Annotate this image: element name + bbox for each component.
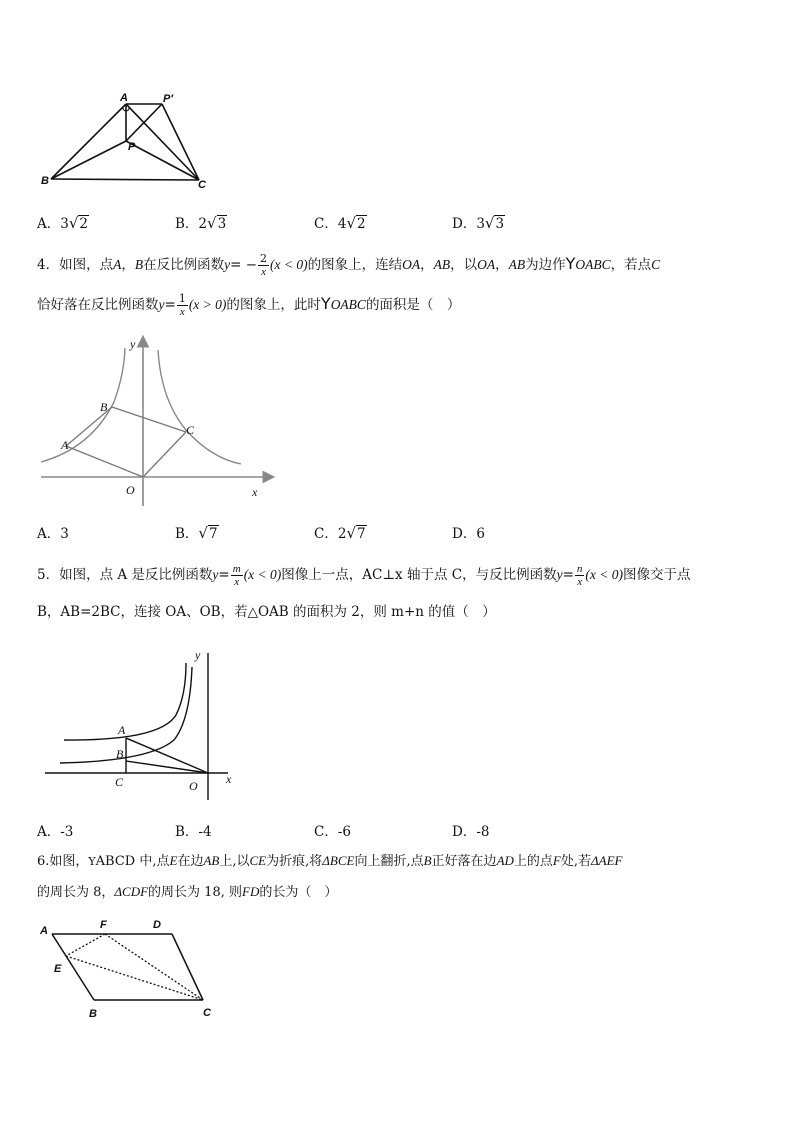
q6-label-A: A — [40, 925, 48, 937]
q6-label-D: D — [153, 919, 161, 931]
q3-figure — [36, 88, 216, 196]
q4-options — [37, 522, 757, 546]
q3-option-b[interactable]: B．2√3 — [175, 214, 227, 232]
q3-option-d[interactable]: D．3√3 — [452, 214, 505, 232]
q6-label-B: B — [89, 1008, 97, 1020]
q5-label-B: B — [116, 747, 124, 761]
q5-options — [37, 820, 757, 844]
q5-option-b[interactable]: B．-4 — [175, 824, 212, 840]
q4-label-y: y — [130, 337, 136, 351]
q4-label-C: C — [186, 423, 195, 437]
q5-stem-line1: 5．如图，点 A 是反比例函数y= $\frac{m}{x}$ (x < 0)图像上一点，AC⊥x 轴于点 C，与反比例函数y= $\frac{n}{x}$ (x < 0)图像交于点 — [37, 563, 691, 588]
q5-label-A: A — [118, 723, 126, 737]
q4-label-A: A — [61, 438, 69, 452]
q6-stem-line1: 6.如图，YABCD 中,点E在边AB上,以CE为折痕,将ΔBCE向上翻折,点B正好落在边AD上的点F处,若ΔAEF — [37, 853, 623, 869]
q5-fraction-1: $\frac{m}{x}$ — [232, 563, 241, 588]
q3-label-A: A — [120, 92, 128, 104]
q4-figure — [36, 330, 286, 510]
q4-label-x: x — [252, 485, 258, 499]
q5-label-x: x — [226, 772, 232, 786]
q6-label-F: F — [100, 919, 107, 931]
q4-option-c[interactable]: C．2√7 — [314, 524, 366, 542]
q6-stem-line2: 的周长为 8，ΔCDF的周长为 18, 则FD的长为（ ） — [37, 884, 338, 900]
q4-option-d[interactable]: D．6 — [452, 526, 485, 542]
q5-option-d[interactable]: D．-8 — [452, 824, 490, 840]
q3-label-P: P — [128, 141, 136, 153]
q6-figure — [34, 912, 234, 1027]
q4-option-b[interactable]: B．√7 — [175, 524, 218, 542]
parallelogram-symbol: Y — [320, 294, 331, 313]
q6-label-E: E — [54, 963, 62, 975]
q5-option-c[interactable]: C．-6 — [314, 824, 351, 840]
q4-fraction-1: $\frac{2}{x}$ — [260, 252, 268, 278]
q4-stem-line2: 恰好落在反比例函数y= $\frac{1}{x}$ (x > 0)的图象上，此时YOABC的面积是（ ） — [37, 292, 461, 318]
q3-label-P-prime: P′ — [163, 93, 173, 105]
q4-stem-line1: 4．如图，点A，B在反比例函数y= − $\frac{2}{x}$ (x < 0)的图象上，连结OA，AB，以OA，AB为边作YOABC，若点C — [37, 252, 661, 278]
q5-option-a[interactable]: A．-3 — [37, 824, 74, 840]
q6-label-C: C — [203, 1007, 211, 1019]
q3-option-c[interactable]: C．4√2 — [314, 214, 366, 232]
q5-fraction-2: $\frac{n}{x}$ — [576, 563, 583, 588]
parallelogram-symbol: Y — [88, 855, 96, 868]
q5-figure — [40, 645, 250, 805]
q3-option-a[interactable]: A．3√2 — [37, 214, 88, 232]
q3-label-C: C — [198, 179, 206, 191]
q4-option-a[interactable]: A．3 — [37, 526, 69, 542]
q3-label-B: B — [41, 175, 49, 187]
q5-label-y: y — [195, 648, 201, 662]
q5-stem-line2: B，AB=2BC，连接 OA、OB，若△OAB 的面积为 2，则 m+n 的值（ ） — [37, 604, 496, 620]
q4-label-B: B — [100, 400, 108, 414]
q3-options — [37, 212, 757, 236]
q5-label-O: O — [189, 779, 198, 793]
parallelogram-symbol: Y — [565, 254, 576, 273]
q4-label-O: O — [126, 483, 135, 497]
q5-label-C: C — [115, 775, 124, 789]
q4-fraction-2: $\frac{1}{x}$ — [178, 292, 186, 318]
